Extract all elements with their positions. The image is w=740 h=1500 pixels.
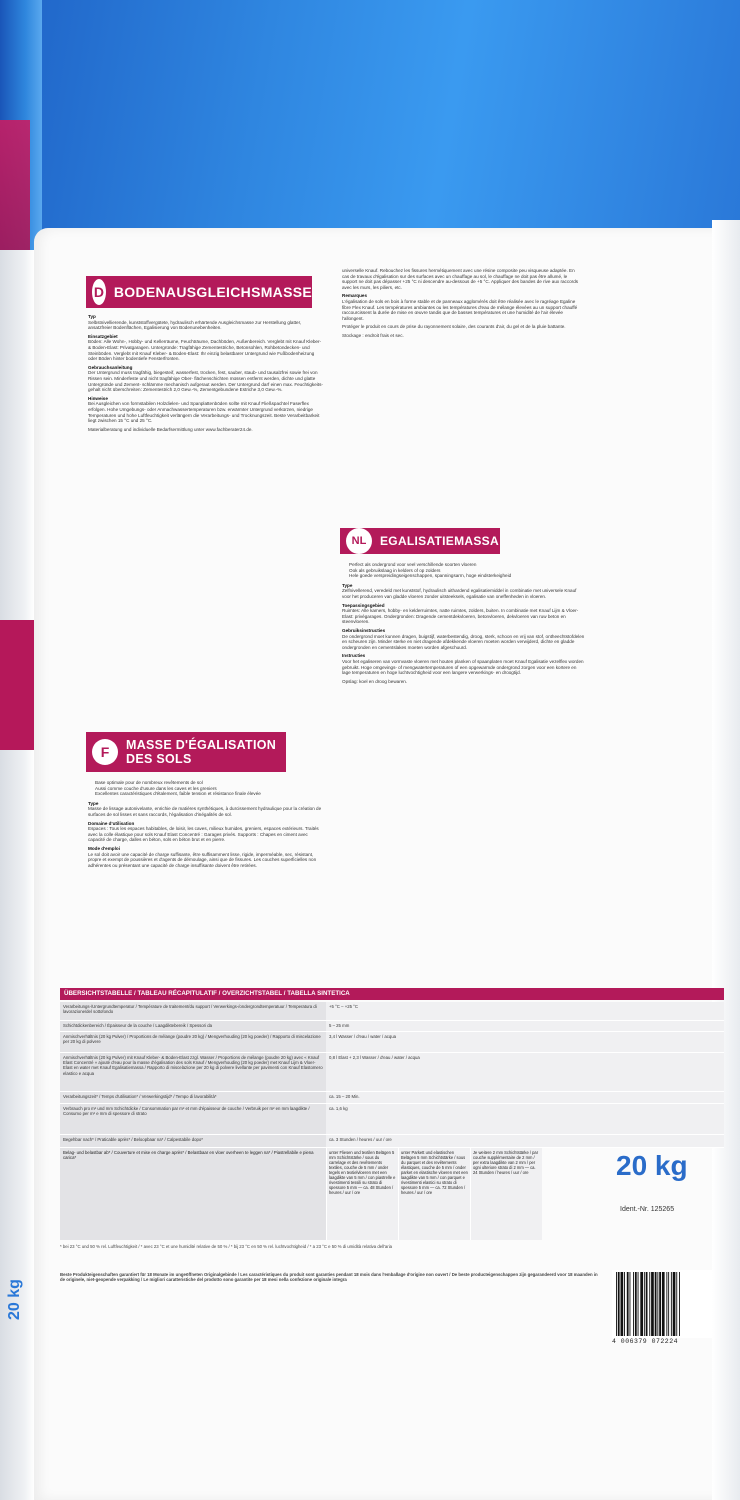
bag-side-magenta-label [0,620,34,750]
badge-de: D [92,279,106,305]
side-weight-label: 20 kg [6,1279,23,1320]
text-column-fr-continued: universelle Knauf. Rebouchez les fissures hermétiquement avec une résine composite peu visqueuse adaptée. En cas de travaux d'égalisation sur des surfaces avec un chauffage au sol, le chauffage ne doit pas être allumé, le support ne doit pas dépasser +25 °C ni descendre au-dessous de +5 °C. Appliquer des bandes de rive aux raccords avec les murs, les piliers, etc. Remarques L'égalisation de sols en bois à forme stable et de panneaux agglomérés doit être réalisée avec le ragréage Egaline fibre Flex Knauf. Les températures ambiantes ou les températures d'eau de mélange élevées au un support chauffé raccourcissent la durée de mise en œuvre tandis que de basses températures et une humidité de l'air élevée l'allongent. Protéger le produit en cours de prise du rayonnement solaire, des courants d'air, du gel et de la pluie battante. Stockage : endroit frais et sec. [342,268,579,338]
cure-cell-parquet: unter Parkett und elastischen Belägen 5 mm Schichtstärke / sous du parquet et des revêtements élastiques, couche de 5 mm / onder parket en elastische vloeren met een laagdikte van 5 mm / con parquet e rivestimenti elastici su strato di spessore 5 mm — ca. 72 Stunden / heures / uur / ore [398,1148,470,1240]
table-row: Begehbar nach* / Praticable après* / Beloopbaar na* / Calpestabile dopo* ca. 3 Stunden / heures / uur / ore [60,1135,724,1148]
bag-top-blue [0,0,740,250]
badge-fr: F [92,739,118,765]
barcode-icon [612,1270,712,1338]
section-header-fr [86,732,286,772]
section-title-nl: EGALISATIEMASSA [380,534,499,548]
text-column-de: Typ Selbstnivellierende, kunststoffvergütete, hydraulisch erhärtende Ausgleichsmasse zur Herstellung glatter, ansatzfreier Bodenflächen, Egalisierung von Bodenunebenheiten. Einsatzgebiet Böden: Alle Wohn-, Hobby- und Kellerräume, Feuchträume, Dachböden, Außenbereich. Verglebt mit Knauf Kleber- & Boden-Elast: Privatgaragen. Untergründe: Tragfähige Zementestriche, Betonsohlen, Rohbetondecken- und Steinböden. Verglebt mit Knauf Kleber- & Boden-Elast: Ihr einzig belastbarer Untergrund wie Fußbodenheizung oder Böden hinter bodentiefe Fensterfronten. Gebrauchsanleitung Der Untergrund muss tragfähig, biegesteif, wasserfest, trocken, fest, sauber, staub- und tausalzfrei sowie frei von Rissen sein. Minderfeste und nicht tragfähige Ober- flächenschichten müssen entfernt werden, dichte und glatte Untergründe und Zement- schlämme mechanisch aufgeraut werden. Der Untergrund darf einen max. Feuchtigkeits- gehalt nicht überschreiten: Zementestrich 2,0 Gew.-%, Zementgebundene Estriche 3,0 Gew.-%. Hinweise Bei Ausgleichen von formstabilen Holzdielen- und Spanplattenböden sollte mit Knauf Fließspachtel Faserflex erfolgen. Hohe Umgebungs- oder Anmachwassertemperaturen bzw. erwärmter Untergrund verkürzen, niedrige Temperaturen und hohe Luftfeuchtigkeit verlängern die Verarbeitungs- und Trocknungszeit. Beste Verarbeitbarkeit liegt zwischen 15 °C und 25 °C. Materialberatung und individuelle Bedarfsermittlung unter www.fachberater24.de. [88,314,323,432]
table-footnote: * bei 23 °C und 50 % rel. Luftfeuchtigkeit / * avec 23 °C et une humidité relative de 50 % / * bij 23 °C en 50 % rel. luchtvochtigheid / * a 23 °C e 50 % di umidità relativa dell'aria [60,1244,393,1249]
text-column-fr: • Base optimale pour de nombreux revêtements de sol • Aussi comme couche d'usure dans les caves et les greniers • Excellentes caractéristiques d'étalement, faible tension et résistance finale élevée Type Masse de lissage autonivelante, enrichie de matières synthétiques, à durcissement hydraulique pour la création de surfaces de sol lisses et sans raccords, l'égalisation d'inégalités de sol. Domaine d'utilisation Espaces : Tous les espaces habitables, de loisir, les caves, milieux humides, greniers, espaces extérieurs. Traités avec la colle élastique pour sols Knauf Elast Concentré : Garages privés. Supports : Chapes en ciment avec capacité de charge, dalles en béton, sols en béton brut et en pierre. Mode d'emploi Le sol doit avoir une capacité de charge suffisante, être suffisamment lisse, rigide, imperméable, sec, résistant, propre et exempt de poussières et d'agents de démoulage, ainsi que de fissures. Les couches superficielles non adhérentes ou présentant une capacité de charge insuffisante doivent être retirées. [88,780,324,975]
barcode-number: 4 006379 072224 [612,1338,679,1345]
table-row: Schichtdickenbereich / Épaisseur de la couche / Laagdiktebereik / Spessori da 5 – 25 mm [60,1021,724,1032]
summary-table-header: ÜBERSICHTSTABELLE / TABLEAU RÉCAPITULATIF / OVERZICHTSTABEL / TABELLA SINTETICA [60,988,724,1000]
text-column-nl: • Perfect als ondergrond voor veel verschillende soorten vloeren • Ook als gebruikslaag in kelders of op zolders • Hele goede verspreidingseigenschappen, spanningsarm, hoge eindsterkeigheid Type Zelfnivellerend, veredeld met kunststof, hydraulisch uithardend egalisatiemiddel in combinatie met universele Knauf voor het produceren van gladde vloeren zonder uitsteeksels, egalisatie van oneffenheden in vloeren. Toepassingsgebied Ruimtes: Alle kamers, hobby- en kelderruimtes, natte ruimtes, zolders, buiten. In combinatie met Knauf Lijm & Vloer-Elast: privégarages. Ondergronden: Dragende cementdekvloeren, betonvloeren, dekvloeren van ruw beton en steenvloeren. Gebruiksinstructies De ondergrond moet kunnen dragen, buigstijf, waterbestendig, droog, sterk, schoon en vrij van stof, ontheechtstofdelen en scheuren zijn. Minder sterke en niet dragende afdekkende vloeren moeten worden verwijderd, dichte en gladde ondergronden en cementslakes moeten worden afgeschuurd. Instructies Voor het egaliseren van vormvaste vloeren met houten planken of spaanplaten moet Knauf Egalisatie vezelflex worden gebruikt. Hoge omgevings- of mengwatertemperaturen of een opgewarmde ondergrond zorgen voor een kortere en lage temperaturen en hoge luchtvochtigheid voor een langere verwerkings- en droogtijd. Opslag: koel en droog bewaren. [342,562,586,974]
shelf-life-note: Beste Produkteigenschaften garantiert für 18 Monate im ungeöffneten Originalgebinde / Les caractéristiques du produit sont garanties pendant 18 mois dans l'emballage d'origine non ouvert / De beste producteigenschappen zijn gegarandeerd voor 18 maanden in de originele, niet-geopende verpakking / Le migliori caratteristiche del prodotto sono garantite per 18 mesi nella confezione originale integra [60,1272,598,1283]
table-row: Anmischverhältnis (20 kg Pulver) / Proportions de mélange (poudre 20 kg) / Mengverhouding (20 kg poeder) / Rapporto di miscelazione per 20 kg di polvere 3,4 l Wasser / d'eau / water / acqua [60,1032,724,1053]
fr-bullet-list: • Base optimale pour de nombreux revêtements de sol • Aussi comme couche d'usure dans les caves et les greniers • Excellentes caractéristiques d'étalement, faible tension et résistance finale élevée [88,780,324,797]
weight-label: 20 kg [616,1150,688,1181]
nl-bullet-list: • Perfect als ondergrond voor veel verschillende soorten vloeren • Ook als gebruikslaag in kelders of op zolders • Hele goede verspreidingseigenschappen, spanningsarm, hoge eindsterkeigheid [342,562,586,579]
section-header-de [86,276,312,308]
table-row-cure-times: Belag- und belastbar ab* / Couverture et mise en charge après* / Belastbaar en vloer overheen te leggen na* / Piastrellabile e piena carica* unter Fliesen und textilen Belägen 5 mm Schichtstärke / sous du carrelage et des revêtements textiles, couche de 5 mm / onder tegels en textielvloeren met een laagdikte van 5 mm / con piastrelle e rivestimenti tessili su strato di spessore 5 mm — ca. 48 Stunden / heures / uur / ore unter Parkett und elastischen Belägen 5 mm Schichtstärke / sous du parquet et des revêtements élastiques, couche de 5 mm / onder parket en elastische vloeren met een laagdikte van 5 mm / con parquet e rivestimenti elastici su strato di spessore 5 mm — ca. 72 Stunden / heures / uur / ore Je weitere 2 mm Schichtstärke / par couche supplémentaire de 2 mm / per extra laagdikte van 2 mm / per ogni ulteriore strato di 2 mm — ca. 24 Stunden / heures / uur / ore [60,1148,724,1240]
table-row: Verbrauch pro m² und mm Schichtdicke / Consommation par m² et mm d'épaisseur de couche / Verbruik per m² en mm laagdikte / Consumo per m² e mm di spessore di strato ca. 1,6 kg [60,1104,724,1135]
badge-nl: NL [346,528,372,554]
section-title-de: BODENAUSGLEICHSMASSE [113,284,312,300]
cure-cell-extra-layer: Je weitere 2 mm Schichtstärke / par couche supplémentaire de 2 mm / per extra laagdikte van 2 mm / per ogni ulteriore strato di 2 mm — ca. 24 Stunden / heures / uur / ore [470,1148,542,1240]
section-title-fr: MASSE D'ÉGALISATION DES SOLS [126,738,277,766]
table-row: Verarbeitungszeit* / Temps d'utilisation* / Verwerkingstijd* / Tempo di lavorabilità* ca. 15 – 20 Min. [60,1092,724,1104]
bag-right-edge [712,220,740,1500]
section-header-nl [340,528,500,554]
table-row: Verarbeitungs-/Untergrundtemperatur / Température de traitement/du support / Verwerkings-/ondergrondtemperatuur / Temperatura di lavorazione/del sottofondo +5 °C – +25 °C [60,1002,724,1021]
cure-cell-tiles: unter Fliesen und textilen Belägen 5 mm Schichtstärke / sous du carrelage et des revêtements textiles, couche de 5 mm / onder tegels en textielvloeren met een laagdikte van 5 mm / con piastrelle e rivestimenti tessili su strato di spessore 5 mm — ca. 48 Stunden / heures / uur / ore [326,1148,398,1240]
ident-number: Ident.-Nr. 125265 [620,1206,675,1213]
table-row: Anmischverhältnis (20 kg Pulver) mit Knauf Kleber- & Boden-Elast zzgl. Wasser / Proportions de mélange (poudre 20 kg) avec « Knauf Elast Concentré » ajouté d'eau pour la masse d'égalisation des sols Knauf / Mengverhouding (20 kg poeder) met Knauf Lijm & Vloer-Elast en water met Knauf Egalisatiemassa / Rapporto di miscelazione per 20 kg di polvere livellante per pavimenti con Knauf Elastomero elastico e acqua 0,8 l Elast + 2,3 l Wasser / d'eau / water / acqua [60,1053,724,1092]
